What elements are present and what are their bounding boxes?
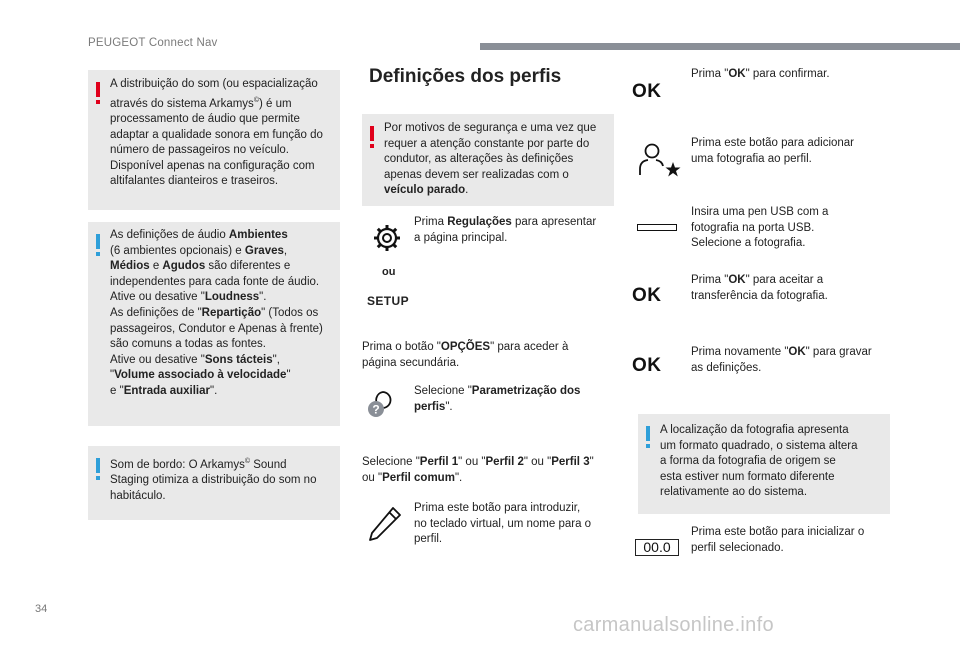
warning-box-safety — [362, 114, 614, 206]
text-line: Staging otimiza a distribuição do som no — [110, 474, 317, 487]
text-line: Prima novamente "OK" para gravar — [691, 346, 872, 358]
step-confirm — [691, 67, 830, 83]
text-line: veículo parado. — [384, 184, 469, 197]
text-line: Disponível apenas na configuração com — [110, 159, 315, 172]
ok-button-icon: OK — [632, 285, 662, 306]
step-select-profile — [362, 455, 594, 486]
gear-icon — [373, 224, 401, 252]
reset-button-icon: 00.0 — [635, 539, 679, 556]
page-number: 34 — [35, 603, 48, 615]
text-line: perfil selecionado. — [691, 541, 784, 554]
warning-box-audio — [88, 70, 340, 210]
text-line: "Volume associado à velocidade" — [110, 369, 291, 382]
step-save — [691, 345, 872, 376]
info-box-audio-settings — [88, 222, 340, 426]
text-line: As definições de "Repartição" (Todos os — [110, 306, 319, 319]
svg-text:?: ? — [372, 402, 380, 417]
step-reset-profile — [691, 525, 864, 556]
text-line: Prima Regulações para apresentar — [414, 216, 597, 228]
text-line: a forma da fotografia de origem se — [660, 455, 836, 468]
usb-bar-icon — [637, 224, 677, 231]
text-line: e "Entrada auxiliar". — [110, 384, 218, 397]
user-photo-icon — [638, 142, 682, 178]
step-insert-usb — [691, 205, 828, 252]
text-line: um formato quadrado, o sistema altera — [660, 439, 858, 452]
text-line: Selecione "Parametrização dos — [414, 385, 581, 397]
warning-icon — [370, 126, 374, 141]
section-heading: Definições dos perfis — [369, 66, 562, 87]
header-title: PEUGEOT Connect Nav — [88, 37, 218, 49]
text-line: Prima este botão para inicializar o — [691, 526, 865, 538]
step-options — [362, 340, 568, 371]
text-line: Prima este botão para introduzir, — [414, 502, 581, 514]
info-text — [110, 454, 330, 505]
text-line: Ative ou desative "Sons tácteis", — [110, 353, 280, 366]
text-line: independentes para cada fonte de áudio. — [110, 275, 320, 288]
text-line: perfis". — [414, 400, 453, 413]
text-line: no teclado virtual, um nome para o — [414, 517, 592, 530]
info-text — [660, 423, 880, 501]
step-enter-name — [414, 501, 591, 548]
ok-button-icon: OK — [632, 81, 662, 102]
text-line: (6 ambientes opcionais) e Graves, — [110, 244, 288, 257]
info-text — [110, 228, 330, 400]
text-line: requer a atenção constante por parte do — [384, 137, 590, 150]
text-line: Médios e Agudos são diferentes e — [110, 260, 291, 273]
text-line: Selecione "Perfil 1" ou "Perfil 2" ou "Perfil 3" — [362, 456, 594, 468]
text-line: Prima este botão para adicionar — [691, 137, 855, 149]
text-line: apenas devem ser realizadas com o — [384, 168, 569, 181]
text-line: As definições de áudio Ambientes — [110, 229, 288, 241]
text-line: número de passageiros no veículo. — [110, 144, 289, 157]
info-icon — [646, 426, 650, 441]
step-add-photo — [691, 136, 854, 167]
text-line: Prima "OK" para confirmar. — [691, 68, 830, 80]
text-line: condutor, as alterações às definições — [384, 153, 574, 166]
text-line: através do sistema Arkamys©) é um — [110, 96, 292, 110]
text-line: passageiros, Condutor e Apenas à frente) — [110, 322, 323, 335]
text-line: Ative ou desative "Loudness". — [110, 291, 267, 304]
text-line: esta estiver num formato diferente — [660, 470, 835, 483]
text-line: são comuns a todas as fontes. — [110, 338, 266, 351]
text-line: Prima "OK" para aceitar a — [691, 274, 824, 286]
text-line: perfil. — [414, 533, 443, 546]
watermark: carmanualsonline.info — [573, 614, 774, 636]
text-line: adaptar a qualidade sonora em função do — [110, 128, 323, 141]
text-line: Insira uma pen USB com a — [691, 206, 829, 218]
warning-icon — [96, 82, 100, 97]
warning-text — [110, 77, 330, 190]
text-line: A distribuição do som (ou espacialização — [110, 78, 318, 90]
text-line: altifalantes dianteiros e traseiros. — [110, 175, 279, 188]
text-line: A localização da fotografia apresenta — [660, 424, 849, 436]
step-accept-transfer — [691, 273, 828, 304]
step-profile-parameters — [414, 384, 580, 415]
text-line: página secundária. — [362, 356, 460, 369]
text-line: Por motivos de segurança e uma vez que — [384, 122, 597, 134]
text-line: habitáculo. — [110, 490, 166, 503]
or-label: ou — [382, 266, 396, 278]
text-line: as definições. — [691, 361, 762, 374]
text-line: a página principal. — [414, 231, 508, 244]
step-settings — [414, 215, 596, 246]
text-line: Som de bordo: O Arkamys© Sound — [110, 458, 287, 471]
warning-text — [384, 121, 604, 199]
pencil-icon — [367, 505, 403, 543]
info-box-sound-staging — [88, 446, 340, 520]
info-icon — [96, 458, 100, 473]
info-icon — [96, 234, 100, 249]
profile-settings-icon — [364, 388, 398, 420]
text-line: processamento de áudio que permite — [110, 113, 300, 126]
text-line: ou "Perfil comum". — [362, 471, 463, 484]
setup-button-label: SETUP — [367, 294, 410, 308]
header-bar — [480, 43, 960, 50]
text-line: uma fotografia ao perfil. — [691, 152, 812, 165]
text-line: fotografia na porta USB. — [691, 221, 815, 234]
ok-button-icon: OK — [632, 355, 662, 376]
text-line: Prima o botão "OPÇÕES" para aceder à — [362, 341, 569, 353]
info-box-photo-format — [638, 414, 890, 514]
text-line: Selecione a fotografia. — [691, 237, 806, 250]
text-line: transferência da fotografia. — [691, 289, 828, 302]
text-line: relativamente ao do sistema. — [660, 486, 808, 499]
